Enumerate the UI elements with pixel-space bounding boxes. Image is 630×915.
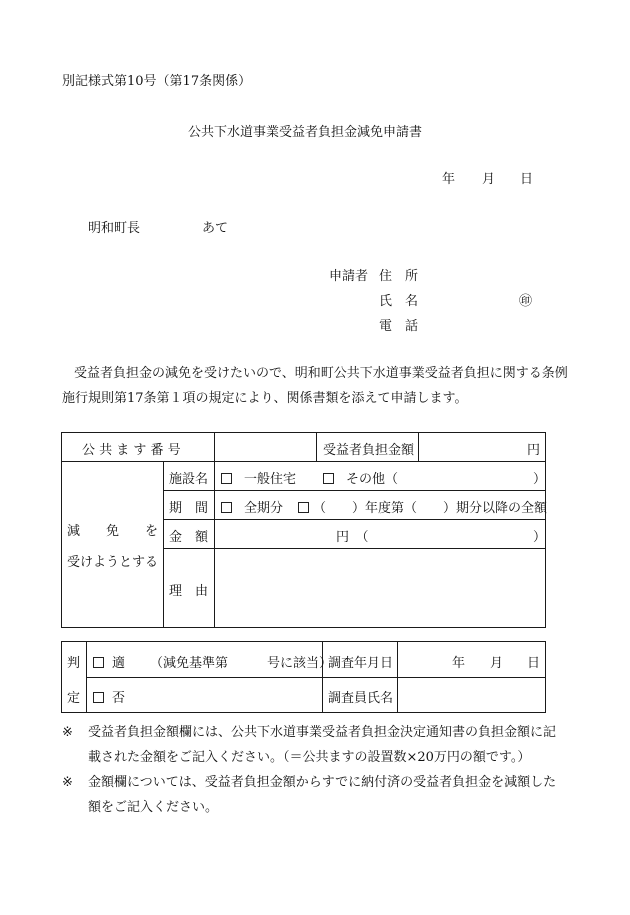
period-option-all[interactable]: 全期分 <box>221 497 283 516</box>
note-1 <box>62 720 567 770</box>
survey-date-label: 調査年月日 <box>328 656 394 671</box>
note-2 <box>62 770 567 820</box>
survey-date-month: 月 <box>490 656 504 671</box>
approve-option[interactable]: 適 <box>93 652 125 671</box>
judge-label-1: 判 <box>67 656 81 671</box>
date-day: 日 <box>520 172 534 187</box>
approve-note: （減免基準第 号に該当） <box>150 656 333 671</box>
note-text: 金額欄については、受益者負担金額からすでに納付済の受益者負担金を減額した額をご記入ください。 <box>88 775 557 815</box>
burden-amount-yen: 円 <box>527 443 541 458</box>
surveyor-name-label: 調査員氏名 <box>328 691 394 706</box>
addressee-suffix: あて <box>202 221 229 236</box>
reject-option[interactable]: 否 <box>93 687 125 706</box>
addressee-name: 明和町長 <box>88 221 141 236</box>
checkbox-icon <box>93 692 104 703</box>
judge-label-2: 定 <box>67 691 81 706</box>
checkbox-icon <box>298 502 309 513</box>
note-mark: ※ <box>62 725 73 740</box>
left-label-line-2: 受けようとする <box>67 555 159 570</box>
date-year: 年 <box>442 172 456 187</box>
amount-close-paren: ） <box>533 530 547 545</box>
checkbox-icon <box>221 502 232 513</box>
date-month: 月 <box>482 172 496 187</box>
seal-mark: ㊞ <box>519 294 533 309</box>
burden-amount-label: 受益者負担金額 <box>323 443 415 458</box>
checkbox-icon <box>323 473 334 484</box>
period-label: 期 間 <box>169 501 209 516</box>
facility-close-paren: ） <box>533 472 547 487</box>
amount-yen: 円 （ <box>336 530 369 545</box>
body-text-line-1: 受益者負担金の減免を受けたいので、明和町公共下水道事業受益者負担に関する条例 <box>74 366 568 381</box>
facility-option-house[interactable]: 一般住宅 <box>221 468 296 487</box>
document-title: 公共下水道事業受益者負担金減免申請書 <box>188 125 423 140</box>
facility-label: 施設名 <box>169 472 209 487</box>
reason-field[interactable] <box>216 550 544 626</box>
facility-option-other[interactable]: その他（ <box>323 468 398 487</box>
sewer-box-number-label: 公 共 ま す 番 号 <box>82 443 181 458</box>
survey-date-day: 日 <box>527 656 541 671</box>
body-text-line-2: 施行規則第17条第１項の規定により、関係書類を添えて申請します。 <box>62 391 468 406</box>
form-number: 別記様式第10号（第17条関係） <box>62 74 252 89</box>
applicant-label: 申請者 <box>329 269 369 284</box>
period-option-partial[interactable]: （ ）年度第（ ）期分以降の全額 <box>298 497 547 516</box>
note-text: 受益者負担金額欄には、公共下水道事業受益者負担金決定通知書の負担金額に記載された金額をご記入ください。（＝公共ますの設置数×20万円の額です。） <box>88 725 557 765</box>
address-label: 住 所 <box>379 269 419 284</box>
survey-date-year: 年 <box>452 656 466 671</box>
amount-label: 金 額 <box>169 530 209 545</box>
checkbox-icon <box>221 473 232 484</box>
phone-label: 電 話 <box>379 319 419 334</box>
name-label: 氏 名 <box>379 294 419 309</box>
checkbox-icon <box>93 657 104 668</box>
left-label-line-1: 減 免 を <box>67 524 159 539</box>
note-mark: ※ <box>62 775 73 790</box>
reason-label: 理 由 <box>169 584 209 599</box>
